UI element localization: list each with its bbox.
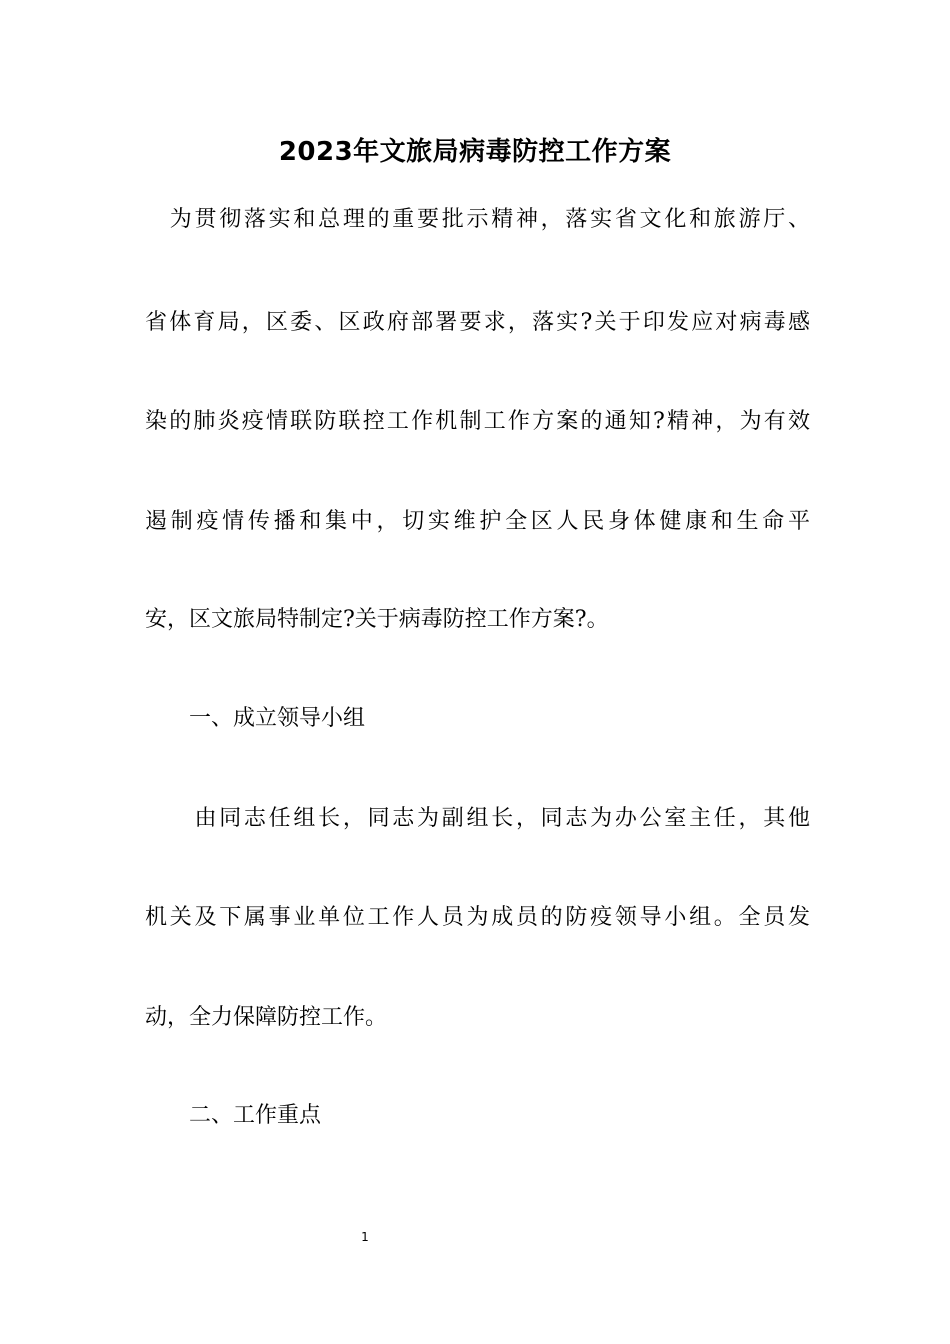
- paragraph-line: 遏制疫情传播和集中，切实维护全区人民身体健康和生命平: [145, 509, 810, 534]
- paragraph-line: 动，全力保障防控工作。: [145, 1005, 388, 1030]
- paragraph-line: 省体育局，区委、区政府部署要求，落实?关于印发应对病毒感: [145, 310, 810, 335]
- paragraph-line: 安，区文旅局特制定?关于病毒防控工作方案?。: [145, 607, 609, 632]
- paragraph-line: 由同志任组长，同志为副组长，同志为办公室主任，其他: [145, 806, 810, 831]
- document-title: 2023年文旅局病毒防控工作方案: [278, 137, 672, 167]
- paragraph-line: 机关及下属事业单位工作人员为成员的防疫领导小组。全员发: [145, 905, 810, 930]
- section-heading: 一、成立领导小组: [145, 706, 366, 731]
- section-heading: 二、工作重点: [145, 1103, 322, 1128]
- paragraph-line: 为贯彻落实和总理的重要批示精神，落实省文化和旅游厅、: [145, 207, 810, 232]
- paragraph-line: 染的肺炎疫情联防联控工作机制工作方案的通知?精神，为有效: [145, 409, 810, 434]
- page-number: 1: [361, 1230, 369, 1244]
